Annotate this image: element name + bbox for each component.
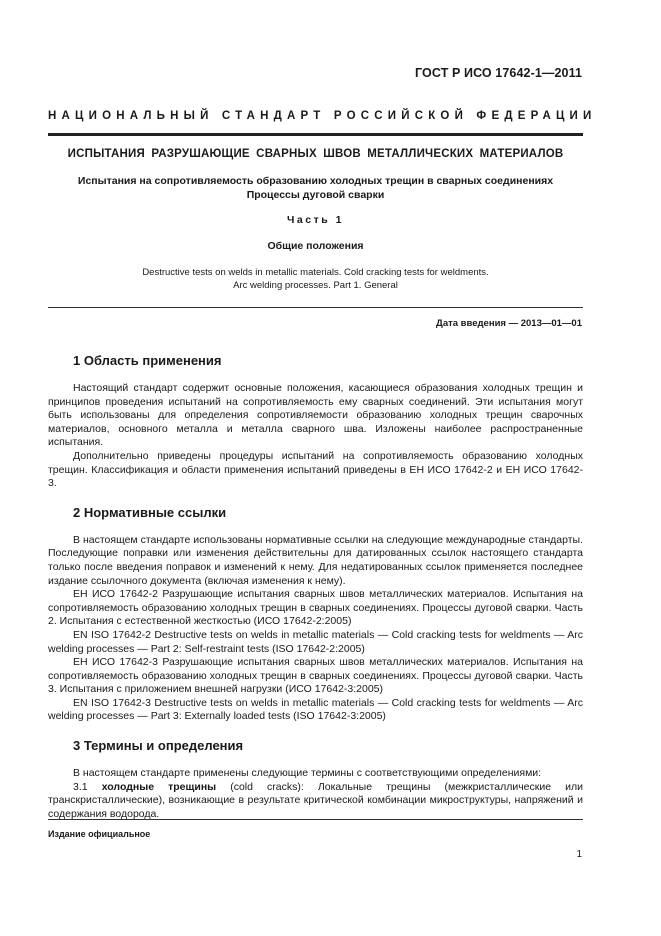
english-title-line-1: Destructive tests on welds in metallic materials. Cold cracking tests for weldments. [142,267,489,278]
term-text: (cold cracks): Локальные трещины (межкристаллические или транскристаллические), возникающие в результате критической комбинации микроструктуры, напряжений и содержания водорода. [48,780,583,820]
part-name: Общие положения [267,240,364,252]
section-heading: 3 Термины и определения [73,738,244,754]
paragraph: В настоящем стандарте использованы нормативные ссылки на следующие международные стандарты. Последующие поправки или изменения действительны для датированных ссылок настоящего стандарта только после введения поправок и изменений к нему. Для недатированных ссылок применяется последнее издание ссылочного документа (включая изменения к нему). [48,533,583,587]
footer-rule [48,819,583,820]
document-code: ГОСТ Р ИСО 17642-1—2011 [415,66,582,80]
section-heading: 2 Нормативные ссылки [73,504,227,520]
term-definition [48,781,583,822]
official-edition-label: Издание официальное [48,829,151,839]
paragraph: Дополнительно приведены процедуры испытаний на сопротивляемость образованию холодных трещин. Классификация и области применения испытаний приведены в ЕН ИСО 17642-2 и ЕН ИСО 17642-3. [48,449,583,490]
section-normative-references [48,505,583,724]
reference-item: EN ISO 17642-2 Destructive tests on welds in metallic materials — Cold cracking tests for weldments — Arc welding processes — Part 2: Self-restraint tests (ISO 17642-2:2005) [48,628,583,655]
reference-item: ЕН ИСО 17642-2 Разрушающие испытания сварных швов металлических материалов. Испытания на сопротивляемость образованию холодных трещин в сварных соединениях. Процессы дуговой сварки. Часть 2. Испытания с естественной жесткостью (ИСО 17642-2:2005) [48,588,583,628]
reference-item: ЕН ИСО 17642-3 Разрушающие испытания сварных швов металлических материалов. Испытания на сопротивляемость образованию холодных трещин в сварных соединениях. Процессы дуговой сварки. Часть 3. Испытания с приложением внешней нагрузки (ИСО 17642-3:2005) [48,656,583,696]
paragraph: В настоящем стандарте применены следующие термины с соответствующими определениями: [73,767,542,780]
section-heading: 1 Область применения [73,353,222,368]
term-name: холодные трещины [101,780,217,793]
english-title-line-2: Arc welding processes. Part 1. General [233,280,398,291]
document-body [48,353,583,835]
section-terms [48,738,583,821]
part-number: Часть 1 [287,214,344,226]
header-rule [48,133,583,136]
english-title [48,266,583,292]
introduction-date: Дата введения — 2013—01—01 [436,318,582,329]
page-number: 1 [576,849,582,860]
section-scope [48,353,583,491]
national-standard-heading: НАЦИОНАЛЬНЫЙ СТАНДАРТ РОССИЙСКОЙ ФЕДЕРАЦИИ [48,110,597,122]
term-number: 3.1 [73,780,88,793]
reference-item: EN ISO 17642-3 Destructive tests on welds in metallic materials — Cold cracking tests for weldments — Arc welding processes — Part 3: Externally loaded tests (ISO 17642-3:2005) [48,696,583,723]
subtitle-line-1: Испытания на сопротивляемость образованию холодных трещин в сварных соединениях [77,175,554,187]
title-rule [48,307,583,308]
document-title: ИСПЫТАНИЯ РАЗРУШАЮЩИЕ СВАРНЫХ ШВОВ МЕТАЛЛИЧЕСКИХ МАТЕРИАЛОВ [67,148,564,160]
document-subtitle [48,174,583,202]
paragraph: Настоящий стандарт содержит основные положения, касающиеся образования холодных трещин и принципов проведения испытаний на сопротивляемость ему сварных соединений. Эти испытания могут быть использованы для определения сопротивляемости образованию холодных трещин сварочных материалов, основного металла и металла сварного шва. Изложены наиболее распространенные испытания. [48,382,583,449]
subtitle-line-2: Процессы дуговой сварки [246,189,385,201]
